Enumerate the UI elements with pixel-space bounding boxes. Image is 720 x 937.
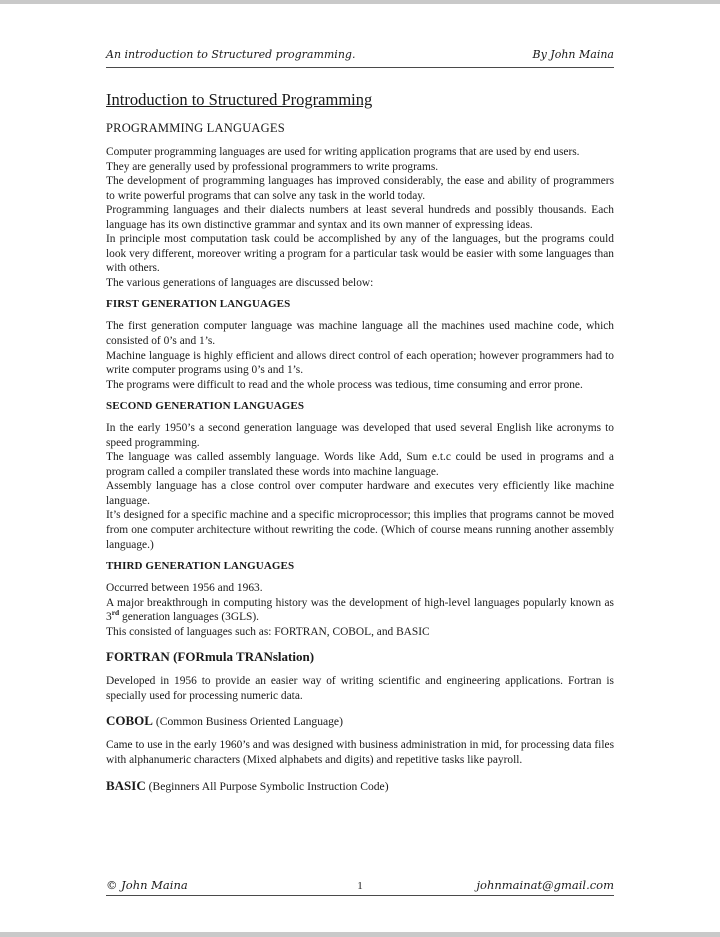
paragraph: Assembly language has a close control over computer hardware and executes very efficiently like machine language.: [106, 480, 614, 507]
paragraph: In the early 1950’s a second generation language was developed that used several English like acronyms to speed programming.: [106, 422, 614, 449]
paragraph: Came to use in the early 1960’s and was designed with business administration in mid, for processing data files with alphanumeric characters (Mixed alphabets and digits) and repetitive tasks like payroll.: [106, 739, 614, 766]
language-name: COBOL: [106, 713, 153, 729]
paragraph: The programs were difficult to read and the whole process was tedious, time consuming and error prone.: [106, 378, 583, 391]
paragraph: They are generally used by professional programmers to write programs.: [106, 160, 439, 173]
heading-third-generation: THIRD GENERATION LANGUAGES: [106, 560, 295, 573]
footer-page-number: 1: [357, 880, 363, 892]
heading-fortran: FORTRAN (FORmula TRANslation): [106, 649, 315, 665]
page-footer: [106, 878, 614, 896]
language-full-name: (Common Business Oriented Language): [152, 715, 343, 729]
paragraph: The various generations of languages are discussed below:: [106, 276, 374, 289]
footer-copyright: © John Maina: [106, 878, 188, 892]
document-page: [0, 4, 720, 932]
header-document-title: An introduction to Structured programming.: [106, 48, 356, 61]
paragraph: Programming languages and their dialects numbers at least several hundreds and possibly thousands. Each language has its own distinctive grammar and syntax and its own manner of expressing ideas.: [106, 204, 614, 231]
paragraph: The language was called assembly language. Words like Add, Sum e.t.c could be used in programs and a program called a compiler translated these words into machine language.: [106, 451, 614, 478]
heading-basic: [106, 778, 614, 794]
paragraph: Occurred between 1956 and 1963.: [106, 582, 263, 595]
paragraph: This consisted of languages such as: FORTRAN, COBOL, and BASIC: [106, 625, 430, 638]
paragraph-text: A major breakthrough in computing history was the development of high-level languages popularly known as 3: [106, 596, 614, 624]
paragraph: The development of programming languages has improved considerably, the ease and ability of programmers to write powerful programs that can solve any task in the world today.: [106, 175, 614, 202]
paragraph-with-superscript: [106, 596, 614, 625]
paragraph: In principle most computation task could be accomplished by any of the languages, but the programs could look very different, moreover writing a program for a particular task would be easier with some languages than with others.: [106, 233, 614, 275]
document-body: [106, 90, 614, 803]
heading-cobol: [106, 713, 614, 729]
footer-email: johnmainat@gmail.com: [476, 878, 614, 892]
language-full-name: (Beginners All Purpose Symbolic Instruction Code): [145, 779, 389, 793]
paragraph: Computer programming languages are used for writing application programs that are used by end users.: [106, 146, 580, 158]
document-title: Introduction to Structured Programming: [106, 90, 373, 109]
heading-second-generation: SECOND GENERATION LANGUAGES: [106, 400, 305, 413]
paragraph: Developed in 1956 to provide an easier way of writing scientific and engineering applications. Fortran is specially used for processing numeric data.: [106, 675, 614, 702]
page-header: [106, 48, 614, 68]
heading-first-generation: FIRST GENERATION LANGUAGES: [106, 298, 291, 311]
header-author: By John Maina: [532, 48, 614, 61]
topic-heading: PROGRAMMING LANGUAGES: [106, 121, 285, 135]
paragraph: It’s designed for a specific machine and a specific microprocessor; this implies that programs cannot be moved from one computer architecture without rewriting the code. (Which of course means running another assembly language.): [106, 509, 614, 551]
language-name: BASIC: [106, 777, 146, 793]
ordinal-superscript: rd: [111, 608, 120, 618]
paragraph-text: generation languages (3GLS).: [119, 611, 260, 624]
paragraph: Machine language is highly efficient and allows direct control of each operation; however programmers had to write computer programs using 0’s and 1’s.: [106, 349, 614, 377]
paragraph: The first generation computer language was machine language all the machines used machine code, which consisted of 0’s and 1’s.: [106, 320, 614, 348]
